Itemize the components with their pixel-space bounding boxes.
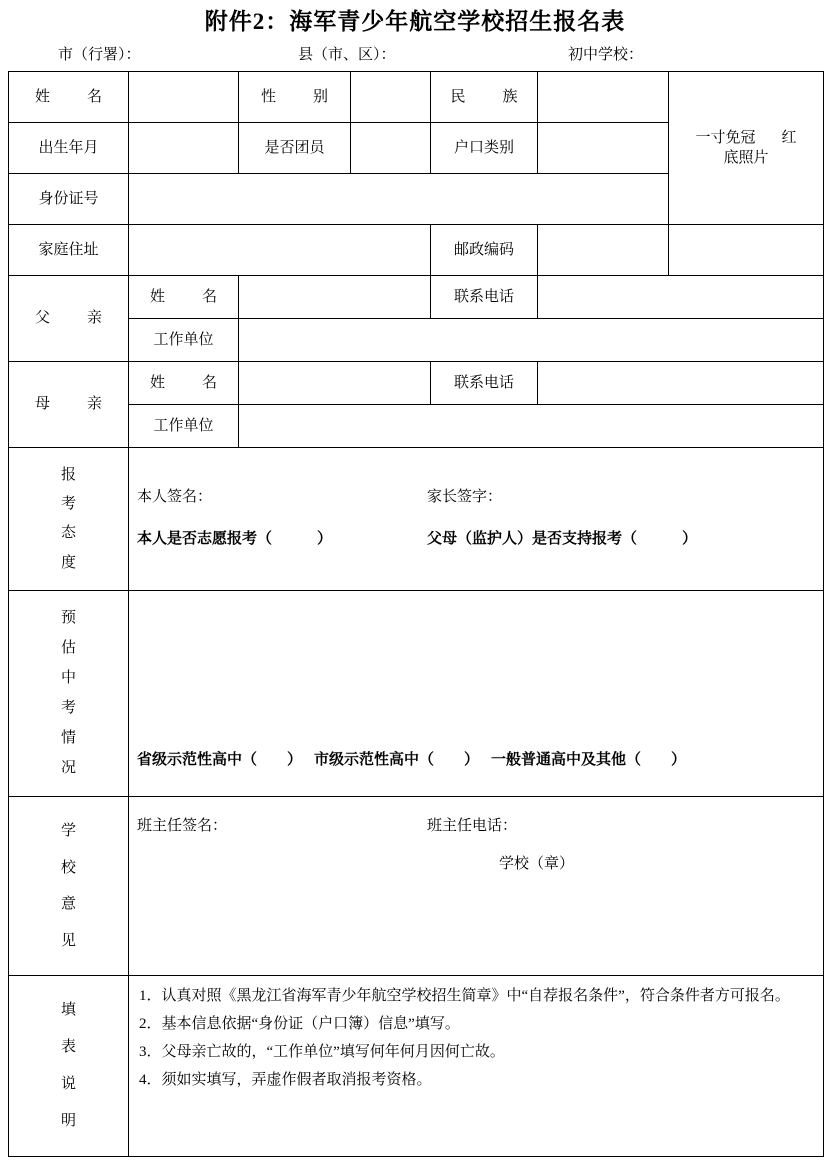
section-label-char: 学 [60, 823, 76, 839]
table-row-father-work [9, 319, 824, 362]
attitude-self-signature[interactable]: 本人签名： [137, 488, 213, 505]
section-label-char: 填 [60, 1002, 76, 1019]
option-municipal-school[interactable]: 市级示范性高中（ ） [314, 751, 480, 768]
section-label-char: 况 [60, 760, 76, 777]
input-home-address[interactable] [129, 225, 431, 276]
section-label-char: 见 [60, 932, 76, 949]
label-exam-estimate-section [9, 591, 129, 797]
label-household-type: 户口类别 [431, 123, 538, 174]
input-father-name[interactable] [239, 276, 431, 319]
section-label-char: 态 [60, 525, 76, 542]
photo-line-2: 底照片 [723, 150, 769, 166]
label-attitude-section [9, 448, 129, 591]
table-row-name [9, 72, 824, 123]
label-mother-name: 姓 名 [129, 362, 239, 405]
label-notes-section [9, 976, 129, 1157]
attitude-self-willing[interactable]: 本人是否志愿报考（ ） [137, 531, 333, 547]
header-fields-row [0, 39, 830, 71]
section-label-char: 中 [60, 670, 76, 687]
section-label-char: 说 [60, 1076, 76, 1093]
section-label-char: 情 [60, 730, 76, 747]
label-mother-section: 母 亲 [9, 362, 129, 448]
label-father-name: 姓 名 [129, 276, 239, 319]
table-row-school-opinion [9, 797, 824, 976]
label-mother-phone: 联系电话 [431, 362, 538, 405]
table-row-attitude [9, 448, 824, 591]
label-name: 姓 名 [9, 72, 129, 123]
school-opinion-section-label [9, 797, 128, 975]
exam-teacher-signature[interactable]: 班主任签名： [137, 817, 228, 834]
table-row-mother-name [9, 362, 824, 405]
note-item: 1．认真对照《黑龙江省海军青少年航空学校招生简章》中“自荐报名条件”，符合条件者方可报名。 [139, 988, 790, 1004]
field-county[interactable]: 县（市、区）： [298, 47, 396, 63]
section-label-char: 明 [60, 1113, 76, 1130]
section-label-char: 考 [60, 700, 76, 717]
notes-section-label [9, 976, 128, 1156]
school-seal-text: 学校（章） [499, 855, 575, 872]
input-mother-name[interactable] [239, 362, 431, 405]
registration-form-table [8, 71, 824, 1157]
attitude-guardian-signature[interactable]: 家长签字： [427, 488, 503, 505]
exam-estimate-options [137, 750, 686, 770]
field-middle-school[interactable]: 初中学校： [568, 47, 644, 63]
input-name[interactable] [129, 72, 239, 123]
option-general-school[interactable]: 一般普通高中及其他（ ） [491, 751, 687, 768]
note-item: 3．父母亲亡故的，“工作单位”填写何年何月因何亡故。 [139, 1044, 505, 1060]
label-postcode: 邮政编码 [431, 225, 538, 276]
table-row-mother-work [9, 405, 824, 448]
input-mother-phone[interactable] [538, 362, 824, 405]
section-label-char: 意 [60, 896, 76, 912]
label-father-workplace: 工作单位 [129, 319, 239, 362]
section-label-char: 考 [60, 496, 76, 513]
section-label-char: 估 [60, 640, 76, 657]
input-league-member[interactable] [351, 123, 431, 174]
field-city[interactable]: 市（行署）： [58, 47, 141, 63]
label-gender: 性 别 [239, 72, 351, 123]
section-label-char: 校 [60, 859, 76, 876]
section-label-char: 度 [60, 554, 76, 571]
label-school-opinion-section [9, 797, 129, 976]
label-father-phone: 联系电话 [431, 276, 538, 319]
label-mother-workplace: 工作单位 [129, 405, 239, 448]
input-postcode[interactable] [538, 225, 669, 276]
input-household-type[interactable] [538, 123, 669, 174]
table-row-address [9, 225, 824, 276]
attitude-content [129, 448, 824, 591]
table-row-notes [9, 976, 824, 1157]
input-id-number[interactable] [129, 174, 669, 225]
note-item: 2．基本信息依据“身份证（户口簿）信息”填写。 [139, 1016, 460, 1032]
input-gender[interactable] [351, 72, 431, 123]
notes-content [129, 976, 824, 1157]
attitude-parent-support[interactable]: 父母（监护人）是否支持报考（ ） [427, 531, 698, 547]
exam-estimate-section-label [9, 591, 128, 796]
notes-list [129, 976, 823, 1100]
label-league-member: 是否团员 [239, 123, 351, 174]
section-label-char: 报 [60, 466, 76, 483]
attitude-section-label [9, 448, 128, 590]
section-label-char: 表 [60, 1039, 76, 1056]
exam-estimate-content [129, 591, 824, 834]
label-birth-date: 出生年月 [9, 123, 129, 174]
input-birth-date[interactable] [129, 123, 239, 174]
label-id-number: 身份证号 [9, 174, 129, 225]
table-row-exam-estimate [9, 591, 824, 797]
input-father-workplace[interactable] [239, 319, 824, 362]
photo-line-1: 一寸免冠 红 [695, 129, 797, 146]
input-father-phone[interactable] [538, 276, 824, 319]
page-title: 附件2：海军青少年航空学校招生报名表 [204, 9, 626, 34]
label-father-section: 父 亲 [9, 276, 129, 362]
table-row-father-name [9, 276, 824, 319]
label-ethnicity: 民 族 [431, 72, 538, 123]
option-provincial-school[interactable]: 省级示范性高中（ ） [137, 751, 303, 768]
section-label-char: 预 [60, 610, 76, 627]
photo-placeholder[interactable] [669, 72, 824, 225]
photo-spacer-cell [669, 225, 824, 276]
input-mother-workplace[interactable] [239, 405, 824, 448]
input-ethnicity[interactable] [538, 72, 669, 123]
label-home-address: 家庭住址 [9, 225, 129, 276]
note-item: 4．须如实填写，弄虚作假者取消报考资格。 [139, 1072, 432, 1088]
exam-teacher-phone[interactable]: 班主任电话： [427, 817, 518, 834]
